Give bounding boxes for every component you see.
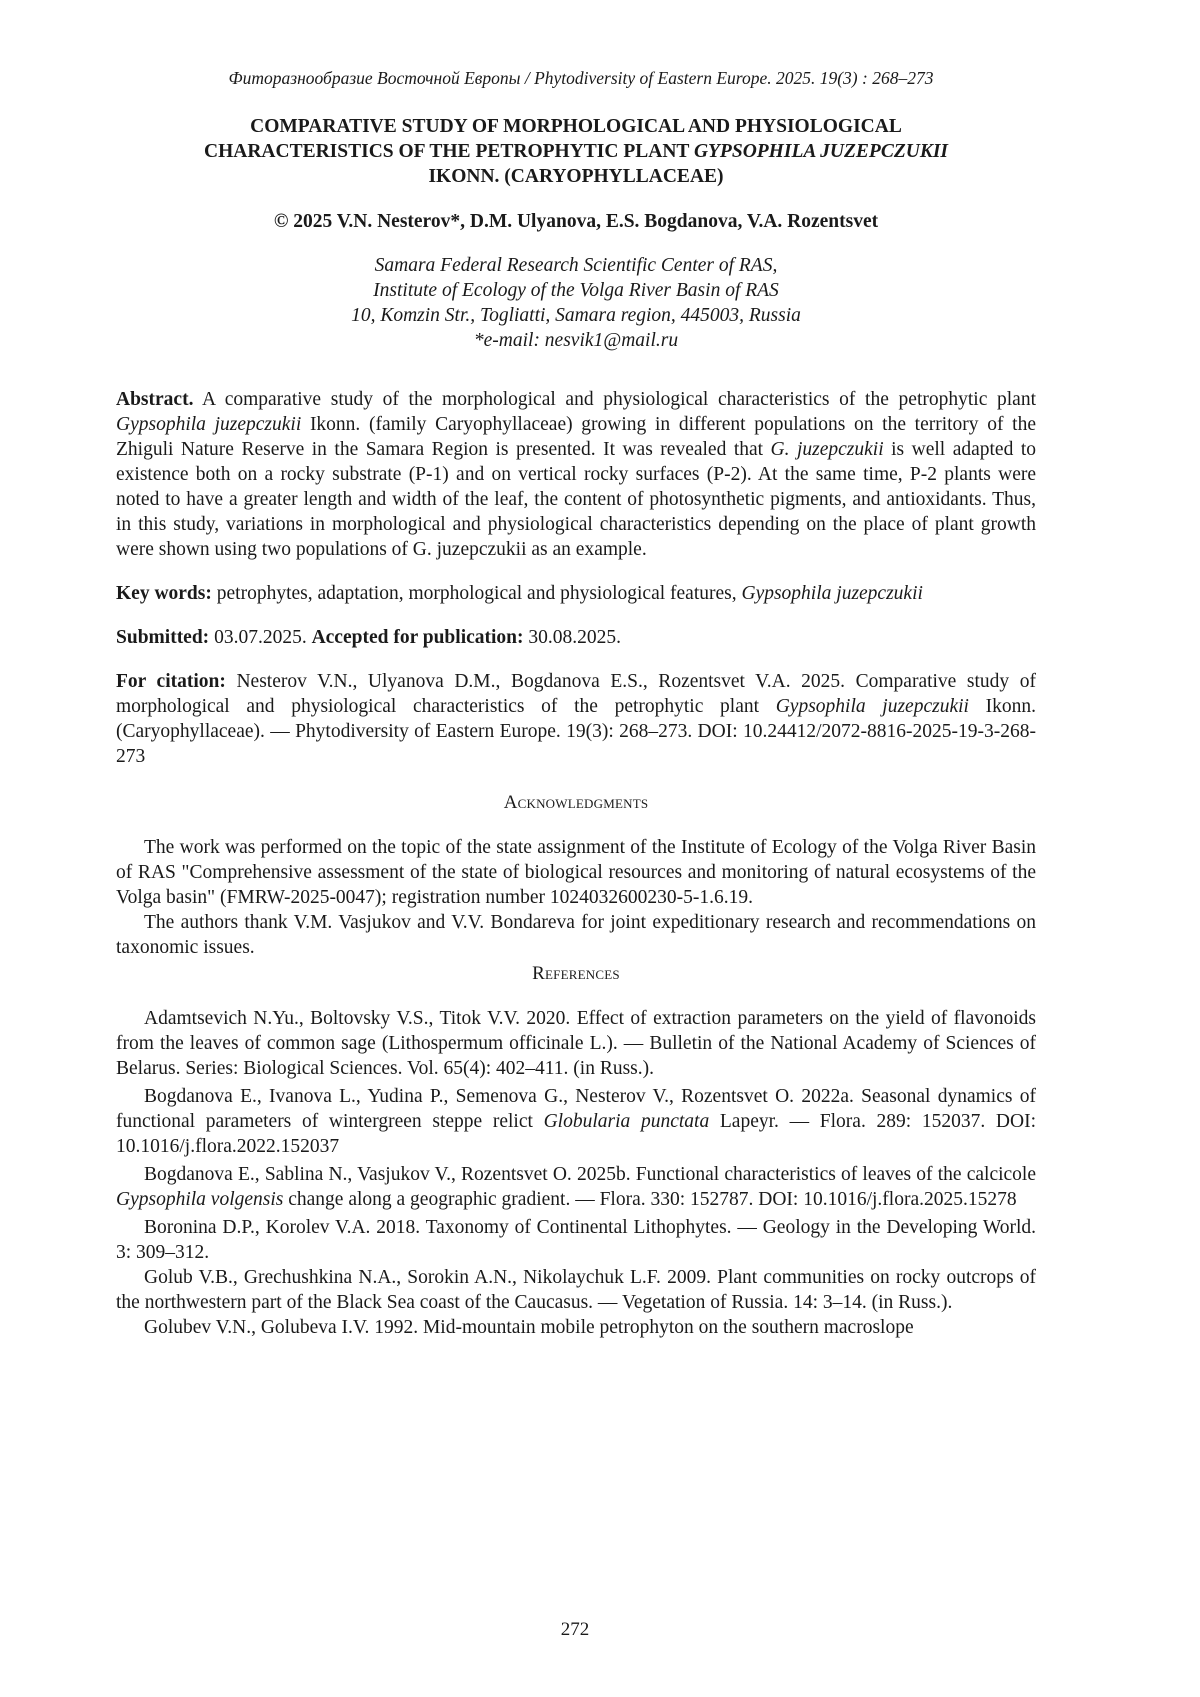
title-line-2-text: CHARACTERISTICS OF THE PETROPHYTIC PLANT [204,141,694,162]
citation-label: For citation: [116,671,226,692]
abstract-species-2: G. juzepczukii [770,439,884,460]
citation-text-1: Nesterov V.N., Ulyanova D.M., Bogdanova E.S., Rozentsvet V.A. 2025. Comparative study of morphological and physiological characteristics of the petrophytic plant [116,671,1036,717]
abstract-label: Abstract. [116,389,194,410]
reference-list [116,1006,1036,1340]
acknowledgments-section [116,835,1036,960]
author-email: *e-mail: nesvik1@mail.ru [473,330,679,351]
author-list: © 2025 V.N. Nesterov*, D.M. Ulyanova, E.S. Bogdanova, V.A. Rozentsvet [273,211,879,232]
reference-species: Globularia punctata [543,1111,710,1132]
title-species-name: GYPSOPHILA JUZEPCZUKII [693,141,948,162]
reference-text: Lapeyr. — Flora. 289: 152037. DOI: 10.1016/j.flora.2022.152037 [116,1111,1036,1157]
accepted-label: Accepted for publication: [311,627,524,648]
abstract-species-1: Gypsophila juzepczukii [116,414,302,435]
reference-item: Boronina D.P., Korolev V.A. 2018. Taxonomy of Continental Lithophytes. — Geology in the Developing World. 3: 309–312. [116,1217,1036,1263]
abstract [116,387,1036,562]
article-page [116,66,1036,1340]
article-title [116,114,1036,189]
references-heading: References [532,963,620,984]
abstract-text-3: is well adapted to existence both on a rocky substrate (P-1) and on vertical rocky surfaces (P-2). At the same time, P-2 plants were noted to have a greater length and width of the leaf, the content of photosynthetic pigments, and antioxidants. Thus, in this study, variations in morphological and physiological characteristics depending on the place of plant growth were shown using two populations of G. juzepczukii as an example. [116,439,1036,560]
reference-species: Gypsophila volgensis [116,1189,284,1210]
title-line-2 [116,139,1036,164]
citation-species: Gypsophila juzepczukii [775,696,969,717]
reference-item [116,1084,1036,1159]
reference-item [116,1162,1036,1212]
citation-text-2: Ikonn. (Caryophyllaceae). — Phytodiversity of Eastern Europe. 19(3): 268–273. DOI: 10.24412/2072-8816-2025-19-3-268-273 [116,696,1036,767]
accepted-date: 30.08.2025. [523,627,622,648]
affiliation [116,253,1036,353]
keywords-species: Gypsophila juzepczukii [741,583,923,604]
reference-text: change along a geographic gradient. — Flora. 330: 152787. DOI: 10.1016/j.flora.2025.15278 [283,1189,1017,1210]
reference-text: Bogdanova E., Ivanova L., Yudina P., Semenova G., Nesterov V., Rozentsvet O. 2022a. Seasonal dynamics of functional parameters of wintergreen steppe relict [116,1086,1036,1132]
abstract-text-2: Ikonn. (family Caryophyllaceae) growing in different populations on the territory of the Zhiguli Nature Reserve in the Samara Region is presented. It was revealed that [116,414,1036,460]
affiliation-line-2: Institute of Ecology of the Volga River Basin of RAS [373,280,779,301]
publication-dates [116,625,1036,650]
running-head: Фиторазнообразие Восточной Европы / Phytodiversity of Eastern Europe. 2025. 19(3) : 268–273 [228,68,934,88]
reference-item: Golub V.B., Grechushkina N.A., Sorokin A.N., Nikolaychuk L.F. 2009. Plant communities on rocky outcrops of the northwestern part of the Black Sea coast of the Caucasus. — Vegetation of Russia. 14: 3–14. (in Russ.). [116,1267,1036,1313]
keywords-label: Key words: [116,583,212,604]
submitted-date: 03.07.2025. [209,627,312,648]
acknowledgments-heading: Acknowledgments [503,792,649,813]
citation [116,669,1036,769]
page-number: 272 [560,1619,590,1640]
title-line-1: COMPARATIVE STUDY OF MORPHOLOGICAL AND PHYSIOLOGICAL [250,116,902,137]
keywords-text: petrophytes, adaptation, morphological and physiological features, [211,583,742,604]
reference-item: Adamtsevich N.Yu., Boltovsky V.S., Titok V.V. 2020. Effect of extraction parameters on the yield of flavonoids from the leaves of common sage (Lithospermum officinale L.). — Bulletin of the National Academy of Sciences of Belarus. Series: Biological Sciences. Vol. 65(4): 402–411. (in Russ.). [116,1008,1036,1079]
acknowledgments-paragraph-1: The work was performed on the topic of the state assignment of the Institute of Ecology of the Volga River Basin of RAS "Comprehensive assessment of the state of biological resources and monitoring of natural ecosystems of the Volga basin" (FMRW-2025-0047); registration number 1024032600230-5-1.6.19. [116,837,1036,908]
acknowledgments-paragraph-2: The authors thank V.M. Vasjukov and V.V. Bondareva for joint expeditionary research and recommendations on taxonomic issues. [116,912,1036,958]
title-line-3: IKONN. (CARYOPHYLLACEAE) [428,166,724,187]
affiliation-line-1: Samara Federal Research Scientific Center of RAS, [374,255,778,276]
reference-item: Golubev V.N., Golubeva I.V. 1992. Mid-mountain mobile petrophyton on the southern macroslope [144,1317,914,1338]
reference-text: Bogdanova E., Sablina N., Vasjukov V., Rozentsvet O. 2025b. Functional characteristics of leaves of the calcicole [144,1164,1036,1185]
affiliation-line-3: 10, Komzin Str., Togliatti, Samara region, 445003, Russia [351,305,801,326]
keywords [116,581,1036,606]
abstract-text-1: A comparative study of the morphological and physiological characteristics of the petrophytic plant [193,389,1036,410]
submitted-label: Submitted: [116,627,210,648]
